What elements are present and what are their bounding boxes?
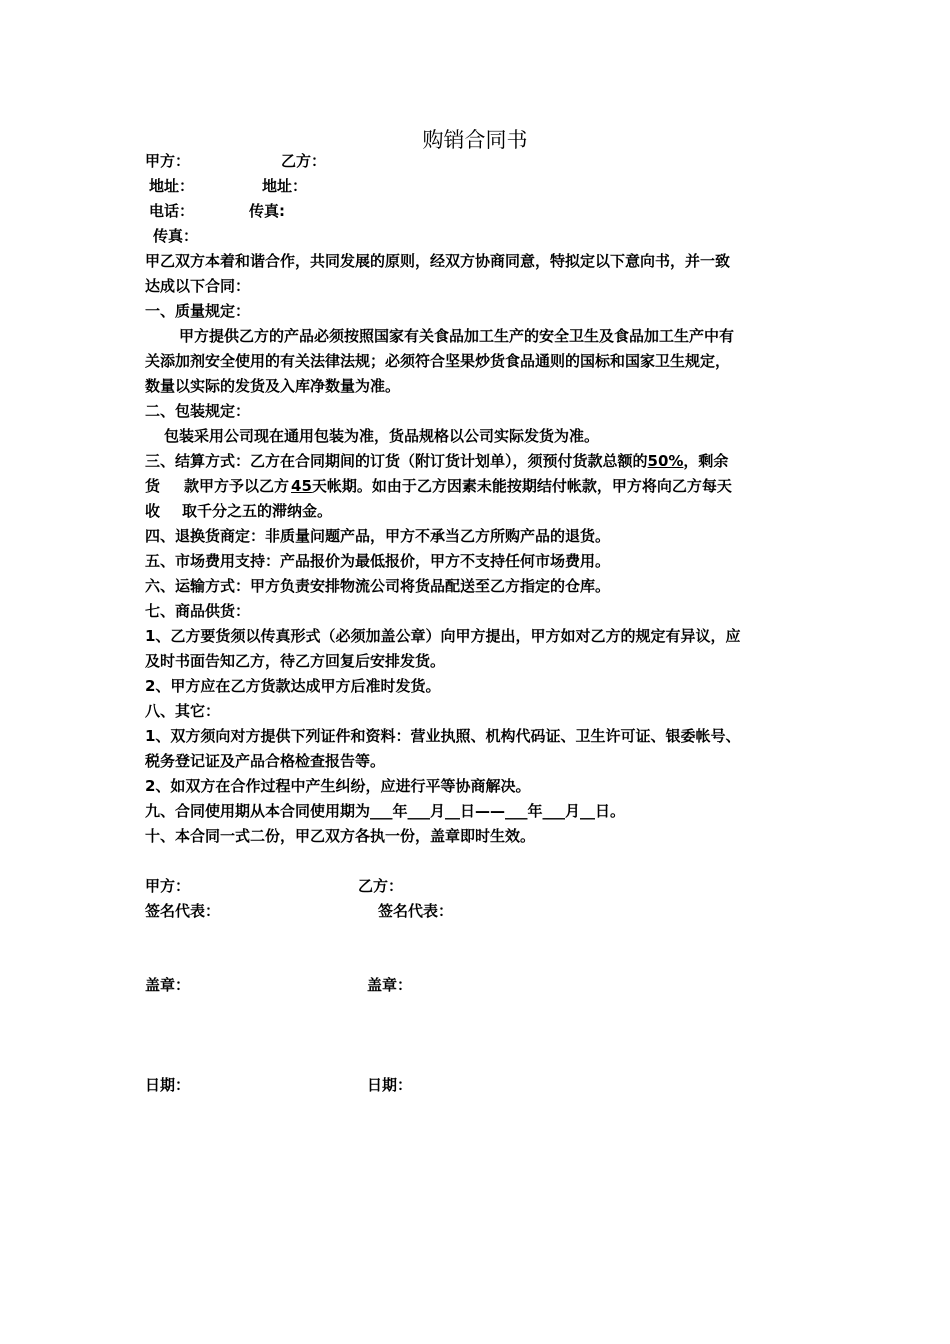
settlement-remaining: ，剩余 xyxy=(683,452,729,470)
section-4: 四、退换货商定：非质量问题产品，甲方不承当乙方所购产品的退货。 xyxy=(145,527,611,545)
settlement-collect: 收 xyxy=(145,502,161,520)
settlement-text: 三、结算方式：乙方在合同期间的订货（附订货计划单），须预付货款总额的 xyxy=(145,452,648,470)
section-8-item-2: 2、如双方在合作过程中产生纠纷，应进行平等协商解决。 xyxy=(145,777,531,795)
date-b: 日期： xyxy=(367,1076,413,1094)
phone-a-label: 电话： xyxy=(149,202,195,220)
date-a: 日期： xyxy=(145,1076,191,1094)
section-7-heading: 七、商品供货： xyxy=(145,602,251,620)
sign-party-b: 乙方： xyxy=(358,877,404,895)
settlement-goods: 货 xyxy=(145,477,161,495)
party-a-label: 甲方： xyxy=(145,152,191,170)
prepay-percent: 50% xyxy=(647,452,684,470)
section-3-line-3 xyxy=(145,499,810,524)
section-8-item-1-line-1: 1、双方须向对方提供下列证件和资料：营业执照、机构代码证、卫生许可证、银委帐号、 xyxy=(145,727,741,745)
section-7-item-1-line-1: 1、乙方要货须以传真形式（必须加盖公章）向甲方提出，甲方如对乙方的规定有异议，应 xyxy=(145,627,741,645)
intro-line-2: 达成以下合同： xyxy=(145,277,251,295)
party-b-label: 乙方： xyxy=(281,152,327,170)
section-1-line-2: 关添加剂安全使用的有关法律法规；必须符合坚果炒货食品通则的国标和国家卫生规定， xyxy=(145,352,731,370)
section-2-heading: 二、包装规定： xyxy=(145,402,251,420)
address-b-label: 地址： xyxy=(262,177,308,195)
section-1-heading: 一、质量规定： xyxy=(145,302,251,320)
settlement-payment: 款甲方予以乙方 xyxy=(184,477,290,495)
section-3-line-2 xyxy=(145,474,810,499)
section-2-line-1: 包装采用公司现在通用包装为准，货品规格以公司实际发货为准。 xyxy=(164,427,600,445)
intro-line-1: 甲乙双方本着和谐合作，共同发展的原则，经双方协商同意，特拟定以下意向书，并一致 xyxy=(145,252,731,270)
section-7-item-2: 2、甲方应在乙方货款达成甲方后准时发货。 xyxy=(145,677,441,695)
seal-a: 盖章： xyxy=(145,976,191,994)
section-9: 九、合同使用期从本合同使用期为___年___月__日——___年___月__日。 xyxy=(145,802,626,820)
address-a-label: 地址： xyxy=(149,177,195,195)
credit-days: 45 xyxy=(291,477,312,495)
section-6: 六、运输方式：甲方负责安排物流公司将货品配送至乙方指定的仓库。 xyxy=(145,577,611,595)
section-8-item-1-line-2: 税务登记证及产品合格检查报告等。 xyxy=(145,752,386,770)
section-8-heading: 八、其它： xyxy=(145,702,221,720)
section-7-item-1-line-2: 及时书面告知乙方，待乙方回复后安排发货。 xyxy=(145,652,446,670)
late-fee: 取千分之五的滞纳金。 xyxy=(182,502,333,520)
sign-party-a: 甲方： xyxy=(145,877,191,895)
fax-b-label: 传真: xyxy=(249,202,285,220)
sign-rep-a: 签名代表： xyxy=(145,902,221,920)
seal-b: 盖章： xyxy=(367,976,413,994)
section-1-line-3: 数量以实际的发货及入库净数量为准。 xyxy=(145,377,401,395)
settlement-terms: 天帐期。如由于乙方因素未能按期结付帐款，甲方将向乙方每天 xyxy=(311,477,732,495)
section-3-line-1 xyxy=(145,449,810,474)
section-5: 五、市场费用支持：产品报价为最低报价，甲方不支持任何市场费用。 xyxy=(145,552,611,570)
section-1-line-1: 甲方提供乙方的产品必须按照国家有关食品加工生产的安全卫生及食品加工生产中有 xyxy=(179,327,735,345)
sign-rep-b: 签名代表： xyxy=(378,902,454,920)
section-10: 十、本合同一式二份，甲乙双方各执一份，盖章即时生效。 xyxy=(145,827,536,845)
fax-a-label: 传真： xyxy=(153,227,199,245)
document-title: 购销合同书 xyxy=(422,128,528,152)
